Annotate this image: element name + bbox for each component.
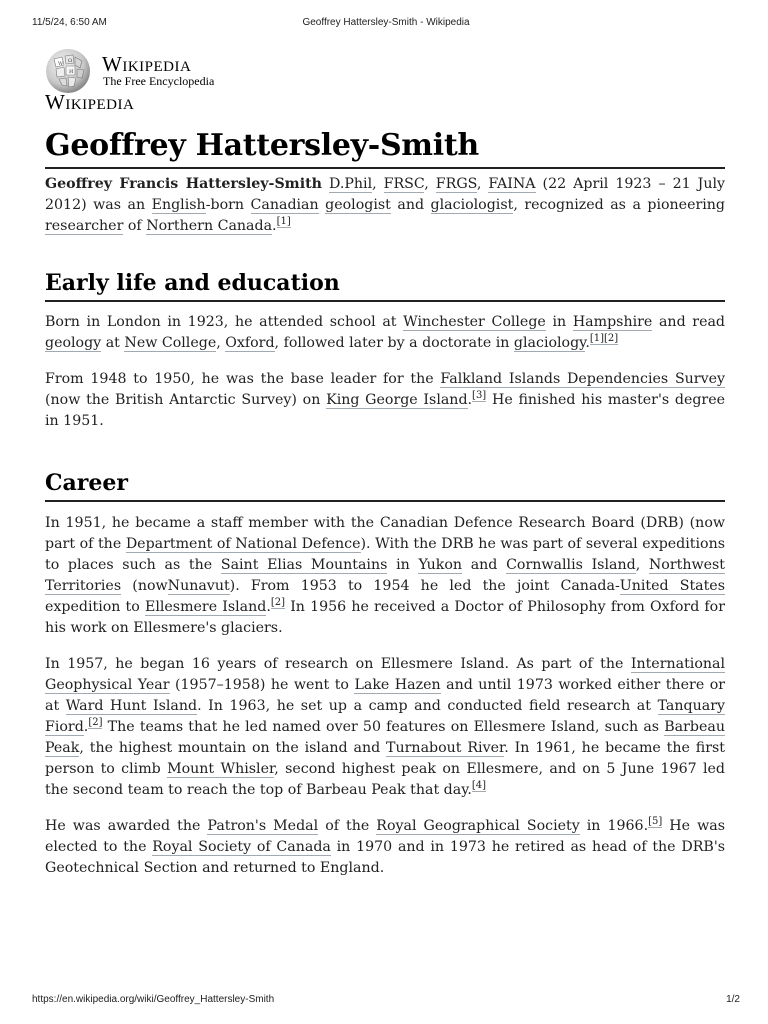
link-royal-geographical-society[interactable]: Royal Geographical Society [376,818,580,834]
link-nwt[interactable]: Northwest Territories [45,557,725,594]
link-barbeau-peak[interactable]: Barbeau Peak [45,719,725,756]
link-frsc[interactable]: FRSC [383,176,425,192]
page-url: https://en.wikipedia.org/wiki/Geoffrey_Hattersley-Smith [32,994,275,1005]
citation[interactable]: [2] [270,597,286,609]
subject-name: Geoffrey Francis Hattersley-Smith [45,176,322,192]
print-header [32,17,740,31]
paragraph: From 1948 to 1950, he was the base leader for the Falkland Islands Dependencies Survey (now the British Antarctic Survey) on King George Island.[3] He finished his master's degree in 1951. [45,371,726,429]
link-dphil[interactable]: D.Phil [328,176,373,192]
link-igy[interactable]: International Geophysical Year [45,656,725,693]
section-heading-career: Career [45,470,725,502]
section-heading-early-life: Early life and education [45,270,725,302]
link-falkland-survey[interactable]: Falkland Islands Dependencies Survey [440,371,726,387]
link-hampshire[interactable]: Hampshire [572,314,653,330]
citation[interactable]: [1] [589,333,605,345]
link-ellesmere-island[interactable]: Ellesmere Island [144,599,267,615]
paragraph: In 1957, he began 16 years of research on Ellesmere Island. As part of the International Geophysical Year (1957–1958) he went to Lake Hazen and until 1973 worked either there or at Ward Hunt Island. In 1963, he set up a camp and conducted field research at Tanquary Fiord.[2] The teams that he led named over 50 features on Ellesmere Island, such as Barbeau Peak, the highest mountain on the island and Turnabout River. In 1961, he became the first person to climb Mount Whisler, second highest peak on Ellesmere, and on 5 June 1967 led the second team to reach the top of Barbeau Peak that day.[4] [45,656,726,798]
link-geology[interactable]: geology [45,335,102,351]
paragraph: In 1951, he became a staff member with the Canadian Defence Research Board (DRB) (now part of the Department of National Defence). With the DRB he was part of several expeditions to places such as the Saint Elias Mountains in Yukon and Cornwallis Island, Northwest Territories (nowNunavut). From 1953 to 1954 he led the joint Canada-United States expedition to Ellesmere Island.[2] In 1956 he received a Doctor of Philosophy from Oxford for his work on Ellesmere's glaciers. [45,515,726,636]
link-glaciology[interactable]: glaciology [513,335,586,351]
link-royal-society-canada[interactable]: Royal Society of Canada [152,839,331,855]
link-geologist[interactable]: geologist [325,197,391,213]
link-patrons-medal[interactable]: Patron's Medal [207,818,319,834]
link-yukon[interactable]: Yukon [418,557,463,573]
link-english[interactable]: English [151,197,206,213]
globe-icon [44,47,92,95]
wikipedia-tagline: The Free Encyclopedia [103,74,215,88]
link-northern-canada[interactable]: Northern Canada [146,218,273,234]
link-canadian[interactable]: Canadian [250,197,319,213]
link-faina[interactable]: FAINA [488,176,536,192]
print-page-title: Geoffrey Hattersley-Smith - Wikipedia [302,17,470,28]
svg-text:Ω: Ω [68,58,73,64]
citation[interactable]: [2] [604,333,619,345]
citation[interactable]: [5] [648,816,663,828]
link-researcher[interactable]: researcher [45,218,124,234]
wikipedia-wordmark-secondary: Wikipedia [45,90,135,114]
print-datetime: 11/5/24, 6:50 AM [32,17,107,28]
link-winchester-college[interactable]: Winchester College [403,314,546,330]
link-glaciologist[interactable]: glaciologist [430,197,514,213]
link-cornwallis[interactable]: Cornwallis Island [506,557,636,573]
svg-text:W: W [58,61,64,67]
citation[interactable]: [3] [472,390,487,402]
link-new-college[interactable]: New College [124,335,217,351]
link-united-states[interactable]: United States [619,578,725,594]
link-mount-whisler[interactable]: Mount Whisler [167,761,275,777]
link-king-george-island[interactable]: King George Island [326,392,468,408]
article-title: Geoffrey Hattersley-Smith [45,128,725,169]
citation[interactable]: [2] [88,717,103,729]
lead-paragraph: Geoffrey Francis Hattersley-Smith D.Phil, FRSC, FRGS, FAINA (22 April 1923 – 21 July 2012) was an English-born Canadian geologist and glaciologist, recognized as a pioneering researcher of Northern Canada.[1] [45,176,726,234]
link-frgs[interactable]: FRGS [435,176,477,192]
print-footer [32,994,740,1008]
link-tanquary-fiord[interactable]: Tanquary Fiord [45,698,725,735]
link-turnabout-river[interactable]: Turnabout River [386,740,505,756]
paragraph: He was awarded the Patron's Medal of the Royal Geographical Society in 1966.[5] He was elected to the Royal Society of Canada in 1970 and in 1973 he retired as head of the DRB's Geotechnical Section and returned to England. [45,816,726,876]
link-lake-hazen[interactable]: Lake Hazen [354,677,441,693]
link-dnd[interactable]: Department of National Defence [125,536,361,552]
citation[interactable]: [1] [276,216,291,228]
article-content [45,128,725,879]
link-ward-hunt-island[interactable]: Ward Hunt Island [65,698,198,714]
wikipedia-wordmark: Wikipedia [102,52,192,76]
link-oxford[interactable]: Oxford [225,335,275,351]
link-nunavut[interactable]: Nunavut [167,578,230,594]
svg-text:И: И [69,69,74,75]
paragraph: Born in London in 1923, he attended school at Winchester College in Hampshire and read geology at New College, Oxford, followed later by a doctorate in glaciology.[1][2] [45,314,726,351]
page-number: 1/2 [726,994,740,1005]
citation[interactable]: [4] [471,780,487,792]
link-saint-elias[interactable]: Saint Elias Mountains [220,557,388,573]
